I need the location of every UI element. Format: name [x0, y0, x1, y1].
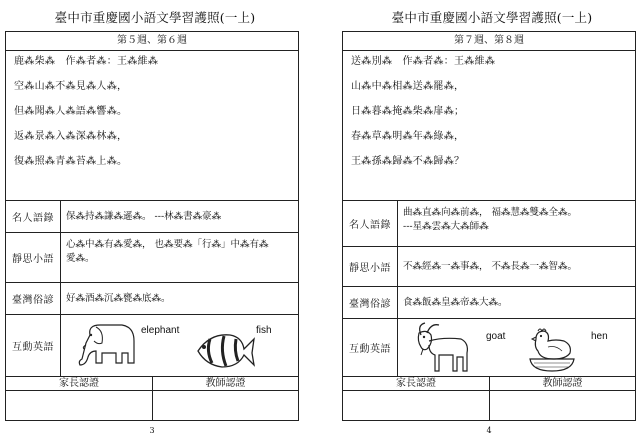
poem-line: 山⁂中⁂相⁂送⁂罷⁂， [351, 81, 465, 92]
signature-header [343, 376, 635, 390]
signature-boxes [6, 390, 298, 421]
worksheet-table [342, 31, 636, 421]
quote-text-line: 曲⁂直⁂向⁂前⁂， 福⁂慧⁂雙⁂全⁂。 [403, 207, 578, 218]
proverb-content [66, 283, 294, 314]
jingsi-row [343, 246, 635, 286]
teacher-signature-label: 教師認證 [205, 378, 246, 389]
jingsi-text-line: 心⁂中⁂有⁂愛⁂， 也⁂要⁂「行⁂」中⁂有⁂ [66, 239, 269, 250]
english-word: hen [591, 331, 608, 342]
quote-row [343, 200, 635, 246]
english-word: goat [486, 331, 506, 342]
jingsi-content [66, 233, 294, 287]
proverb-row [6, 282, 298, 314]
page-title: 臺中市重慶國小語文學習護照(一上) [391, 10, 593, 25]
fish-drawing [194, 329, 256, 375]
jingsi-content [403, 247, 631, 286]
poem-title-line: 鹿⁂柴⁂ 作⁂者⁂：王⁂維⁂ [14, 56, 159, 67]
english-word: fish [256, 325, 272, 336]
proverb-label: 臺灣俗諺 [6, 283, 61, 314]
poem-line: 春⁂草⁂明⁂年⁂綠⁂， [351, 131, 465, 142]
quote-content [403, 201, 631, 251]
teacher-signature-box[interactable] [153, 391, 298, 421]
jingsi-label: 靜思小語 [343, 247, 398, 286]
english-label: 互動英語 [343, 319, 398, 376]
parent-signature-label: 家長認證 [343, 377, 490, 390]
proverb-label: 臺灣俗諺 [343, 287, 398, 318]
quote-label: 名人語錄 [343, 201, 398, 246]
worksheet-table [5, 31, 299, 421]
jingsi-row [6, 232, 298, 282]
english-row [343, 318, 635, 376]
quote-content [66, 201, 294, 232]
quote-text: 保⁂持⁂謙⁂遜⁂。 ---林⁂書⁂豪⁂ [66, 210, 222, 222]
week-header: 第５週、第６週 [6, 32, 298, 51]
poem-line: 但⁂聞⁂人⁂語⁂響⁂。 [14, 106, 128, 117]
page-number: 3 [149, 426, 155, 435]
proverb-content [403, 287, 631, 318]
parent-signature-label: 家長認證 [6, 377, 153, 390]
signature-boxes [343, 390, 635, 421]
poem-line: 日⁂暮⁂掩⁂柴⁂扉⁂； [351, 106, 465, 117]
quote-text-line: ---星⁂雲⁂大⁂師⁂ [403, 221, 489, 232]
signature-header [6, 376, 298, 390]
parent-signature-box[interactable] [6, 391, 153, 421]
elephant-drawing [76, 321, 138, 375]
proverb-text: 食⁂飯⁂皇⁂帝⁂大⁂。 [403, 296, 508, 308]
hen-drawing [526, 325, 576, 377]
english-label: 互動英語 [6, 315, 61, 376]
page-number: 4 [486, 426, 492, 435]
poem-line: 王⁂孫⁂歸⁂不⁂歸⁂？ [351, 156, 465, 167]
passport-page-3 [5, 0, 305, 441]
jingsi-text-line: 愛⁂。 [66, 253, 95, 264]
quote-label: 名人語錄 [6, 201, 61, 232]
teacher-signature-label: 教師認證 [542, 378, 583, 389]
poem-title-line: 送⁂別⁂ 作⁂者⁂：王⁂維⁂ [351, 56, 496, 67]
passport-page-4 [342, 0, 640, 441]
poem-line: 返⁂景⁂入⁂深⁂林⁂， [14, 131, 128, 142]
quote-row [6, 200, 298, 232]
jingsi-label: 靜思小語 [6, 233, 61, 282]
goat-drawing [413, 321, 473, 379]
parent-signature-box[interactable] [343, 391, 490, 421]
poem-block [14, 54, 294, 179]
proverb-row [343, 286, 635, 318]
poem-block [351, 54, 631, 179]
poem-line: 復⁂照⁂青⁂苔⁂上⁂。 [14, 156, 128, 167]
english-row [6, 314, 298, 376]
page-title: 臺中市重慶國小語文學習護照(一上) [54, 10, 256, 25]
english-word: elephant [141, 325, 180, 336]
week-header: 第７週、第８週 [343, 32, 635, 51]
poem-line: 空⁂山⁂不⁂見⁂人⁂， [14, 81, 128, 92]
teacher-signature-box[interactable] [490, 391, 635, 421]
proverb-text: 好⁂酒⁂沉⁂甕⁂底⁂。 [66, 292, 171, 304]
jingsi-text: 不⁂經⁂一⁂事⁂， 不⁂長⁂一⁂智⁂。 [403, 260, 578, 272]
